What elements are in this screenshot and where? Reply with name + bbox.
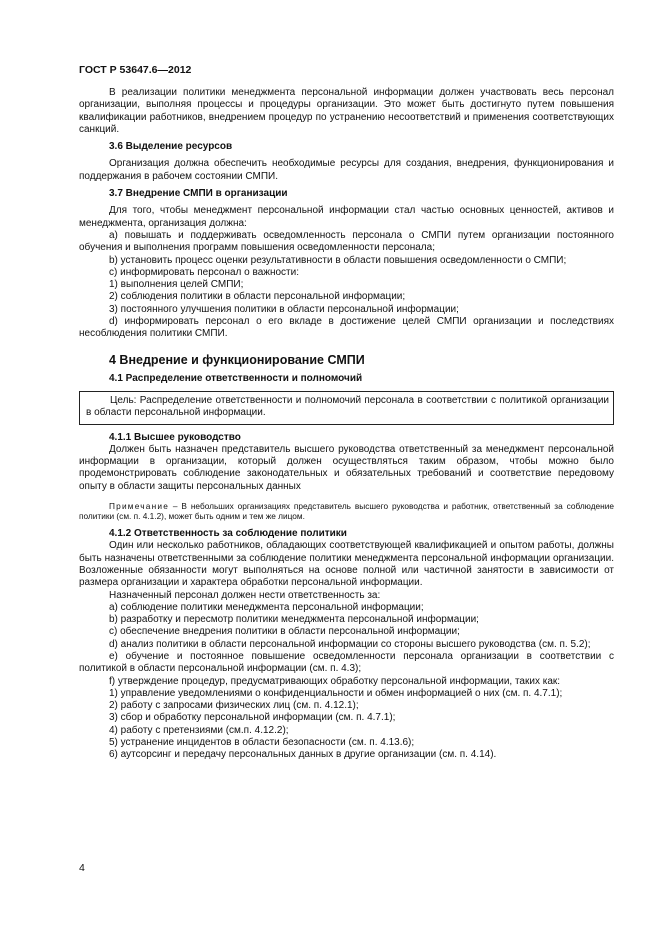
list-item: 4) работу с претензиями (см.п. 4.12.2); — [109, 724, 289, 736]
goal-box — [79, 391, 614, 425]
list-item: 1) выполнения целей СМПИ; — [109, 279, 244, 291]
list-item: с) информировать персонал о важности: — [109, 266, 299, 278]
section-4-title: 4 Внедрение и функционирование СМПИ — [109, 352, 365, 367]
list-item: d) информировать персонал о его вкладе в достижение целей СМПИ организации и последствиях несоблюдения политики СМПИ. — [79, 316, 614, 340]
list-item: а) повышать и поддерживать осведомленность персонала о СМПИ путем организации постоянного обучения и выполнения программ повышения осведомленности персонала; — [79, 229, 614, 254]
goal-text: Цель: Распределение ответственности и полномочий персонала в соответствии с политикой организации в области персональной информации. — [86, 394, 609, 419]
section-3-7-text: Для того, чтобы менеджмент персональной информации стал частью основных ценностей, активов и менеджмента, организация должна: — [79, 205, 614, 229]
list-item: 1) управление уведомлениями о конфиденциальности и обмен информацией о них (см. п. 4.7.1); — [109, 687, 563, 699]
list-intro: Назначенный персонал должен нести ответственность за: — [109, 589, 381, 601]
list-item: 6) аутсорсинг и передачу персональных данных в другие организации (см. п. 4.14). — [109, 749, 497, 761]
list-item: 2) работу с запросами физических лиц (см. п. 4.12.1); — [109, 700, 359, 712]
list-item: b) разработку и пересмотр политики менеджмента персональной информации; — [109, 614, 479, 626]
section-4-1-2-title: 4.1.2 Ответственность за соблюдение политики — [109, 528, 347, 540]
section-3-6-text: Организация должна обеспечить необходимые ресурсы для создания, внедрения, функционирования и поддержания в рабочем состоянии СМПИ. — [79, 158, 614, 182]
section-3-7-title: 3.7 Внедрение СМПИ в организации — [109, 188, 288, 200]
list-item: 2) соблюдения политики в области персональной информации; — [109, 291, 406, 303]
note-label: Примечание — [109, 501, 170, 512]
page-content — [79, 87, 614, 762]
section-4-1-1-text: Должен быть назначен представитель высшего руководства ответственный за менеджмент персональной информации в организации, который должен осуществляться таким образом, чтобы можно было продемонстрировать соблюдение законодательных и обязательных требований и соответствие передовому опыту в области защиты персональных данных — [79, 443, 614, 492]
page-number: 4 — [79, 862, 85, 874]
list-item: 3) постоянного улучшения политики в области персональной информации; — [109, 303, 459, 315]
list-item: е) обучение и постоянное повышение осведомленности персонала организации в соответствии с политикой в области персональной информации (см. п. 4.3); — [79, 650, 614, 675]
list-item: 3) сбор и обработку персональной информации (см. п. 4.7.1); — [109, 712, 396, 724]
section-4-1-1-title: 4.1.1 Высшее руководство — [109, 431, 241, 443]
section-3-6-title: 3.6 Выделение ресурсов — [109, 141, 233, 153]
section-4-1-title: 4.1 Распределение ответственности и полномочий — [109, 372, 363, 384]
document-header: ГОСТ Р 53647.6—2012 — [79, 64, 192, 76]
list-item: f) утверждение процедур, предусматривающих обработку персональной информации, таких как: — [109, 675, 561, 687]
note-paragraph — [79, 501, 614, 521]
list-item: 5) устранение инцидентов в области безопасности (см. п. 4.13.6); — [109, 737, 415, 749]
list-item: а) соблюдение политики менеджмента персональной информации; — [109, 601, 424, 613]
list-item: d) анализ политики в области персональной информации со стороны высшего руководства (см. п. 5.2); — [109, 638, 591, 650]
note-text: – В небольших организациях представитель высшего руководства и работник, ответственный за соблюдение политики (см. п. 4.1.2), может быть одним и тем же лицом. — [79, 501, 614, 522]
list-item: с) обеспечение внедрения политики в области персональной информации; — [109, 626, 460, 638]
list-item: b) установить процесс оценки результативности в области повышения осведомленности о СМПИ; — [109, 254, 567, 266]
intro-paragraph: В реализации политики менеджмента персональной информации должен участвовать весь персонал организации, выполняя процессы и процедуры организации. Это может быть достигнуто путем повышения квалификации работников, внедрением процедур по устранению несоответствий и применения соответствующих санкций. — [79, 87, 614, 135]
section-4-1-2-text: Один или несколько работников, обладающих соответствующей квалификацией и опытом работы, должны быть назначены ответственными за соблюдение политики менеджмента персональной информации организации. Возложенные обязанности могут выполняться на основе полной или частичной занятости в зависимости от размера организации и характера обработки персональной информации. — [79, 540, 614, 589]
